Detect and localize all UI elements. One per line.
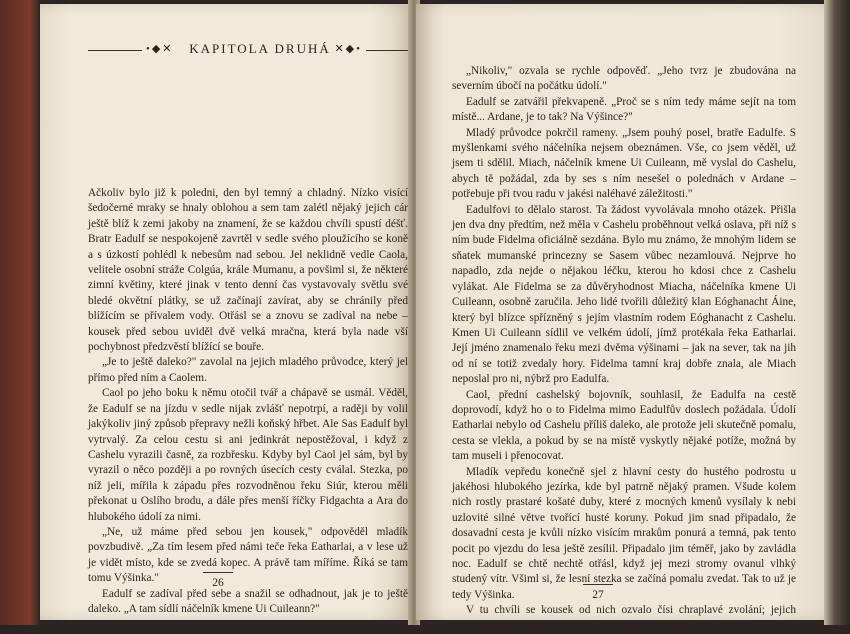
paragraph: V tu chvíli se kousek od nich ozvalo čísi chraplavé zvolání; jejich průvodce okamžitě zastavil koně a zavolal v odpověď. Za	[452, 604, 796, 632]
heading-rule-left	[88, 50, 142, 51]
right-page	[416, 4, 824, 632]
paragraph: Mladý průvodce pokrčil rameny. „Jsem pouhý posel, bratře Eadulfe. S myšlenkami svého náčelníka nejsem obeznámen. Vše, co jsem věděl, už jsem ti sdělil. Miach, náčelník kmene Ui Cuileann, mě vyslal do Cashelu, abych tě požádal, zda by ses s ním nesešel o polednách v Ardane – potřebuje při tvou radu v jakési naléhavé záležitosti."	[452, 126, 796, 201]
page-number-text: 27	[592, 589, 604, 601]
paragraph: „Je to ještě daleko?" zavolal na jejich mladého průvodce, který jel přímo před ním a Caolem.	[88, 356, 408, 384]
paragraph: Mladík vepředu konečně sjel z hlavní cesty do hustého podrostu u jakéhosi hlubokého jezírka, kde byl patrně nějaký pramen. Všude kolem nich rostly prastaré košaté duby, které z mocných kmenů vysílaly k nebi uzlovité silné větve tvořící husté koruny. Pokud jim snad připadalo, že dosavadní cesta je kvůli nízko visícím mrakům ponurá a temná, pak tento pocit po vjezdu do lesa ještě zesílil. Připadalo jim téměř, jako by zavládla noc. Eadulf se chtě nechtě otřásl, když jej mezi stromy ovanul vlhký studený vítr. Všiml si, že lesní stezka se začíná pomalu zvedat. Tak to už je tedy Výšinka.	[452, 465, 796, 601]
paragraph: Caol po jeho boku k němu otočil tvář a chápavě se usmál. Věděl, že Eadulf se na jízdu v sedle nijak zvlášť nepotrpí, a raději by volil jakýkoliv jiný způsob přepravy nežli koňský hřbet. Ale Sas Eadulf byl vytrvalý. Za celou cestu si ani jedinkrát nepostěžoval, i když z Cashelu vyrazili časně, za rozbřesku. Kdyby byl Caol jel sám, byl by vyrazil o něco později a po rovných úsecích cesty cválal. Stezka, po níž jeli, mířila k západu přes rozvodněnou řeku Siúr, kterou měli překonat u Oslího brodu, a dále přes menší říčky Fidgachta a Ara do hlubokého údolí za nimi.	[88, 387, 408, 523]
paragraph: „Nikoliv," ozvala se rychle odpověď. „Jeho tvrz je zbudována na severním úbočí na počátku údolí."	[452, 65, 796, 93]
page-number-right	[568, 584, 628, 601]
chapter-heading	[88, 40, 418, 60]
right-page-body	[452, 64, 796, 634]
paragraph: „Ne, už máme před sebou jen kousek," odpověděl mladík povzbudivě. „Za tím lesem před námi teče řeka Eatharlai, a v lese už je vidět místo, kde se zvedá kopec. A právě tam míříme. Říká se tam tomu Výšinka."	[88, 525, 408, 585]
book-edge	[824, 0, 850, 625]
left-page	[40, 4, 412, 620]
paragraph: Eadulf se zatvářil překvapeně. „Proč se s ním tedy máme sejít na tom místě... Ardane, je to tak? Na Výšince?"	[452, 95, 796, 124]
page-number-rule	[203, 572, 233, 573]
ornament-left-icon: •◆✕	[146, 43, 174, 55]
chapter-title: KAPITOLA DRUHÁ	[189, 41, 331, 56]
page-number-left	[188, 572, 248, 589]
paragraph: Caol, přední cashelský bojovník, souhlasil, že Eadulfa na cestě doprovodí, když ho o to Fidelma mimo Eadulfův doslech požádala. Údolí Eatharlai nebylo od Cashelu příliš daleko, ale protože jeli skutečně pomalu, cesta se vlekla, a pokud by se na místě vyskytly nějaké potíže, možná by tam museli i přenocovat.	[452, 388, 796, 463]
ornament-right-icon: ✕◆•	[334, 43, 362, 55]
left-page-body	[88, 186, 408, 617]
page-number-rule	[583, 584, 613, 585]
paragraph: Eadulf se zadíval před sebe a snažil se odhadnout, jak je to ještě daleko. „A tam sídlí náčelník kmene Ui Cuileann?"	[88, 587, 408, 615]
paragraph: Eadulfovi to dělalo starost. Ta žádost vyvolávala mnoho otázek. Přišla jen dva dny předtím, než měla v Cashelu proběhnout velká oslava, při níž s ním bude Fidelma oficiálně sezdána. Bylo mu známo, že mnohým lidem se sňatek mumanské princezny se Sasem vůbec nezamlouvá. Nejprve ho napadlo, zda nejde o nějakou léčku, kterou ho kdosi chce z Cashelu vylákat. Ale Fidelma se za důvěryhodnost Miacha, náčelníka kmene Ui Cuileann, osobně zaručila. Jeho lidé tvořili důležitý klan Eóghanacht Áine, který byl blízce spřízněný s jejím vlastním rodem Eóghanacht z Cashelu. Kmen Ui Cuileann sídlil ve velkém údolí, jímž protékala řeka Eatharlai. Její jméno znamenalo řeku mezi dvěma výšinami – jak na sever, tak na jih od ní se totiž zvedaly hory. Fidelma tamní kraj dobře znala, ale Miach neposlal pro ni, nýbrž pro Eadulfa.	[452, 203, 796, 386]
paragraph: Ačkoliv bylo již k poledni, den byl temný a chladný. Nízko visící šedočerné mraky se hnaly oblohou a sem tam zalétl nějaký jejich cár ještě blíž k zemi jakoby na znamení, že se každou chvíli spustí déšť. Bratr Eadulf se nespokojeně zavrtěl v sedle svého ploužícího se koně a s úzkostí pohlédl k nebesům nad sebou. Jel neklidně vedle Caola, velitele osobní stráže Colgúa, krále Mumanu, a povšiml si, že některé zimní květiny, které jinak v tento denní čas vystavovaly světlu své bledé okvětní plátky, se už začínají zavírat, aby se chránily před blížícím se přívalem vody. Otřásl se a znovu se zadíval na nebe – kousek před sebou uviděl dvě velká mračna, která byla nade vší pochybnost předzvěstí blížící se bouře.	[88, 187, 408, 354]
page-number-text: 26	[212, 577, 224, 589]
